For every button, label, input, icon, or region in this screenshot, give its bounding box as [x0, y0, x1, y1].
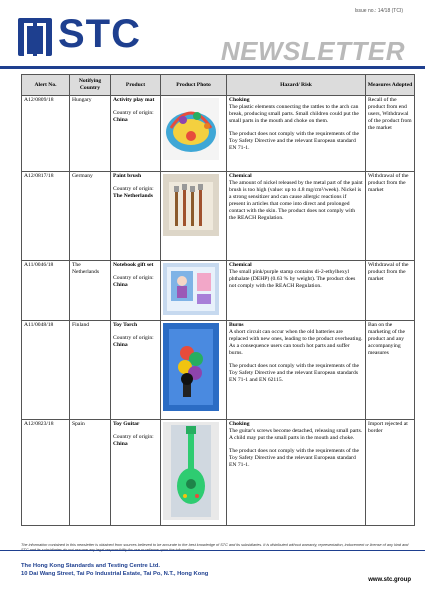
alert-number: A12/0823/18 [22, 420, 70, 526]
hazard-description: The guitar's screws become detached, releasing small parts. A child may put the small parts in the mouth and choke. [229, 427, 363, 441]
hazard-title: Choking [229, 421, 250, 427]
hazard-description: A short circuit can occur when the old batteries are replaced with new ones, leading to the product overheating. As a consequence users can touch hot parts and suffer burns. [229, 328, 363, 356]
newsletter-header [0, 0, 425, 72]
alert-number: A12/0809/18 [22, 96, 70, 172]
product-photo-cell [161, 96, 227, 172]
column-header-alert: Alert No. [22, 75, 70, 96]
origin-country: China [113, 341, 128, 348]
table-row [22, 420, 415, 526]
alert-number: A11/0046/18 [22, 261, 70, 321]
toy-torch-photo [163, 323, 219, 411]
measures-adopted: Ban on the marketing of the product and any accompanying measures [366, 321, 415, 420]
hazard-compliance: The product does not comply with the requirements of the Toy Safety Directive and the relevant European standard EN 71-1. [229, 130, 360, 151]
measures-adopted: Withdrawal of the product from the market [366, 172, 415, 261]
table-header-row [22, 75, 415, 96]
origin-country: The Netherlands [113, 192, 153, 199]
table-row [22, 96, 415, 172]
origin-label: Country of origin: [113, 274, 154, 281]
column-header-photo: Product Photo [161, 75, 227, 96]
hazard-cell [227, 172, 366, 261]
alerts-table [21, 74, 415, 526]
product-cell [111, 261, 161, 321]
company-address: 10 Dai Wang Street, Tai Po Industrial Estate, Tai Po, N.T., Hong Kong [21, 570, 209, 577]
column-header-hazard: Hazard/ Risk [227, 75, 366, 96]
hazard-cell [227, 96, 366, 172]
product-name: Paint brush [113, 173, 142, 179]
paint-brush-photo [163, 174, 219, 236]
hazard-description: The amount of nickel released by the metal part of the paint brush is too high (value: up to 4.8 mg/cm²/week). Nickel is a strong sensitizer and can cause allergic reactions if present in articles that come into direct and prolonged contact with the skin. The product does not comply with the REACH Regulation. [229, 179, 363, 221]
notifying-country: Spain [70, 420, 111, 526]
product-cell [111, 321, 161, 420]
toy-guitar-photo [163, 422, 219, 520]
table-row [22, 261, 415, 321]
company-info [21, 563, 208, 579]
hazard-title: Choking [229, 97, 250, 103]
product-cell [111, 172, 161, 261]
hazard-title: Burns [229, 322, 244, 328]
table-row [22, 172, 415, 261]
origin-label: Country of origin: [113, 185, 154, 192]
origin-country: China [113, 116, 128, 123]
origin-country: China [113, 440, 128, 447]
column-header-product: Product [111, 75, 161, 96]
product-cell [111, 420, 161, 526]
product-cell [111, 96, 161, 172]
product-photo-cell [161, 172, 227, 261]
hazard-compliance: The product does not comply with the requirements of the Toy Safety Directive and the relevant European standards EN 71-1 and EN 62115. [229, 362, 360, 383]
notifying-country: Germany [70, 172, 111, 261]
header-divider [0, 66, 425, 69]
play-mat-photo [163, 98, 219, 160]
product-name: Toy Guitar [113, 421, 140, 427]
footer-divider [0, 550, 425, 551]
company-name: The Hong Kong Standards and Testing Centre Ltd. [21, 563, 161, 569]
hazard-cell [227, 261, 366, 321]
origin-label: Country of origin: [113, 433, 154, 440]
product-photo-cell [161, 261, 227, 321]
origin-country: China [113, 281, 128, 288]
website-link[interactable]: www.stc.group [368, 577, 411, 583]
measures-adopted: Recall of the product from end users, Withdrawal of the product from the market [366, 96, 415, 172]
column-header-country: Notifying Country [70, 75, 111, 96]
disclaimer: The information contained in this newsletter is obtained from sources believed to be accurate to the best knowledge of STC and its subsidiaries. It is distributed without warranty, representation, inducement or license of any kind and [21, 543, 409, 547]
hazard-cell [227, 321, 366, 420]
table-row [22, 321, 415, 420]
hazard-description: The plastic elements connecting the rattles to the arch can break, producing small parts. Small children could put the small parts in the mouth and choke on them. [229, 103, 359, 124]
product-name: Notebook gift set [113, 262, 154, 268]
hazard-description: The small pink/purple stamp contains di-2-ethylhexyl phthalate (DEHP) (0.63 % by weight). The product does not comply with the REACH Regulation. [229, 268, 356, 289]
alert-number: A12/0817/18 [22, 172, 70, 261]
product-photo-cell [161, 321, 227, 420]
issue-number: Issue no.: 14/18 (TCI) [354, 8, 403, 14]
measures-adopted: Withdrawal of the product from the market [366, 261, 415, 321]
product-name: Activity play mat [113, 97, 155, 103]
product-photo-cell [161, 420, 227, 526]
product-name: Toy Torch [113, 322, 138, 328]
notifying-country: Hungary [70, 96, 111, 172]
hazard-compliance: The product does not comply with the requirements of the Toy Safety Directive and the relevant European standard EN 71-1. [229, 447, 360, 468]
logo-text: STC [58, 12, 141, 56]
stc-logo-icon [18, 18, 52, 56]
notifying-country: Finland [70, 321, 111, 420]
alert-number: A11/0048/18 [22, 321, 70, 420]
column-header-measures: Measures Adopted [366, 75, 415, 96]
hazard-title: Chemical [229, 173, 252, 179]
notebook-set-photo [163, 263, 219, 315]
origin-label: Country of origin: [113, 334, 154, 341]
newsletter-title: NEWSLETTER [220, 36, 405, 66]
hazard-cell [227, 420, 366, 526]
measures-adopted: Import rejected at border [366, 420, 415, 526]
origin-label: Country of origin: [113, 109, 154, 116]
notifying-country: The Netherlands [70, 261, 111, 321]
hazard-title: Chemical [229, 262, 252, 268]
